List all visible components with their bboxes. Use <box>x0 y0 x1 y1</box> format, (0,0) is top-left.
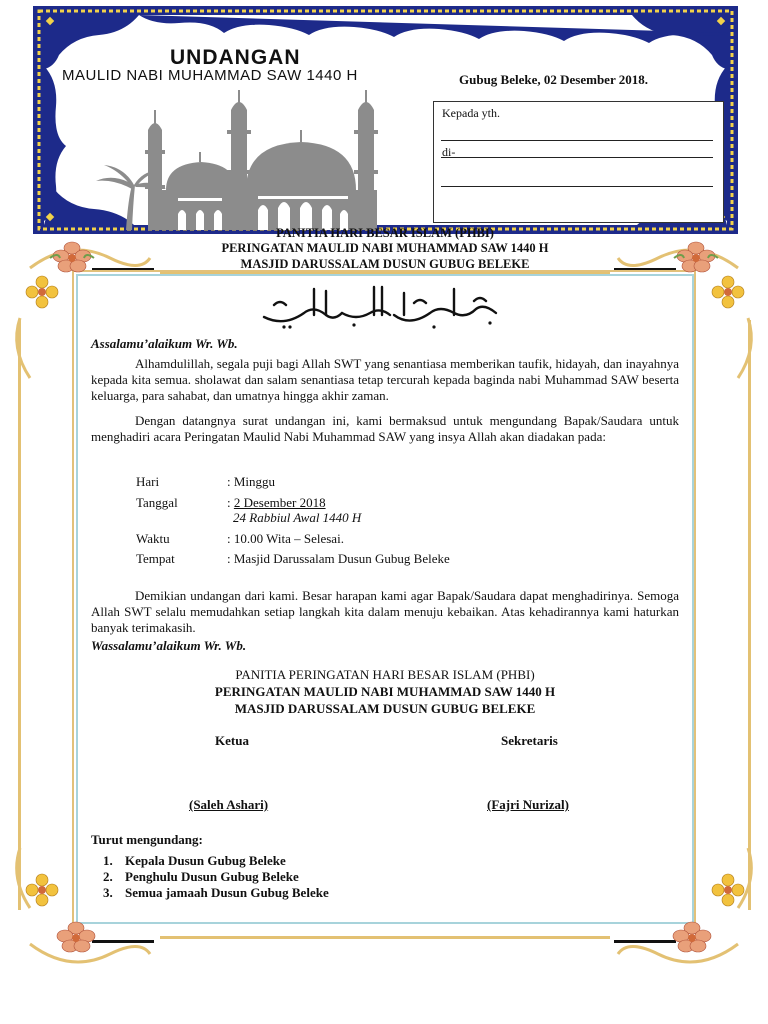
event-day-label: Hari <box>136 474 160 489</box>
flower-ornament-icon <box>664 916 720 958</box>
co-inviter-item <box>103 869 299 885</box>
signer-name-secretary: (Fajri Nurizal) <box>487 797 569 812</box>
header-line-1: PANITIA HARI BESAR ISLAM (PHBI) <box>276 226 494 240</box>
invitation-subtitle: MAULID NABI MUHAMMAD SAW 1440 H <box>62 67 358 84</box>
paragraph-opening: Alhamdulillah, segala puji bagi Allah SWT yang senantiasa memberikan taufik, hidayah, dan inayahnya kepada kita semua. sholawat dan salam senantiasa tetap tercurah kepada baginda nabi Muhammad SAW beserta keluarga, para sahabat, dan umatnya hingga akhir zaman. <box>91 356 679 403</box>
co-inviter-item <box>103 853 286 869</box>
list-number: 1. <box>103 853 113 868</box>
event-time-value: : 10.00 Wita – Selesai. <box>227 531 344 546</box>
event-date-prefix: : <box>227 495 234 510</box>
invitation-title: UNDANGAN <box>170 46 301 69</box>
address-line <box>441 186 713 187</box>
co-inviters-title: Turut mengundang: <box>91 832 203 847</box>
co-inviter-item <box>103 885 329 901</box>
flower-ornament-icon <box>22 870 62 910</box>
bismillah-calligraphy <box>254 283 514 333</box>
flower-ornament-icon <box>22 272 62 312</box>
closing-greeting: Wassalamu’alaikum Wr. Wb. <box>91 638 247 653</box>
paragraph-closing: Demikian undangan dari kami. Besar harapan kami agar Bapak/Saudara dapat menghadirinya. Semoga Allah SWT selalu memudahkan setiap langkah kita dalam menuju kebaikan. Atas kehadirannya kami haturkan banyak terimakasih. <box>91 588 679 635</box>
address-line <box>441 157 713 158</box>
co-inviter-text: Penghulu Dusun Gubug Beleke <box>125 869 299 884</box>
signer-role-chair: Ketua <box>215 733 249 748</box>
header-line-2: PERINGATAN MAULID NABI MUHAMMAD SAW 1440 H <box>221 241 549 255</box>
flower-ornament-icon <box>708 272 748 312</box>
signer-name-chair: (Saleh Ashari) <box>189 797 269 812</box>
signature-org-line-2: PERINGATAN MAULID NABI MUHAMMAD SAW 1440 H <box>214 684 556 699</box>
event-date-value <box>227 495 326 511</box>
signature-org-line-3: MASJID DARUSSALAM DUSUN GUBUG BELEKE <box>234 701 536 716</box>
flower-ornament-icon <box>48 916 104 958</box>
event-time-label: Waktu <box>136 531 170 546</box>
header-line-3: MASJID DARUSSALAM DUSUN GUBUG BELEKE <box>240 257 530 271</box>
signature-org-line-1: PANITIA PERINGATAN HARI BESAR ISLAM (PHBI) <box>235 667 535 682</box>
event-place-label: Tempat <box>136 551 175 566</box>
paragraph-invitation: Dengan datangnya surat undangan ini, kami bermaksud untuk mengundang Bapak/Saudara untuk menghadiri acara Peringatan Maulid Nabi Muhammad SAW yang insya Allah akan diadakan pada: <box>91 413 679 444</box>
place-date: Gubug Beleke, 02 Desember 2018. <box>459 72 648 87</box>
event-date-gregorian: 2 Desember 2018 <box>233 495 326 510</box>
event-place-value: : Masjid Darussalam Dusun Gubug Beleke <box>227 551 450 566</box>
event-day-value: : Minggu <box>227 474 276 489</box>
event-date-label: Tanggal <box>136 495 178 510</box>
mosque-illustration <box>96 90 396 230</box>
flower-ornament-icon <box>708 870 748 910</box>
event-hijri-date: 24 Rabbiul Awal 1440 H <box>233 510 362 525</box>
co-inviter-text: Kepala Dusun Gubug Beleke <box>125 853 286 868</box>
signer-role-secretary: Sekretaris <box>501 733 558 748</box>
list-number: 3. <box>103 885 113 900</box>
recipient-label: Kepada yth. <box>442 106 500 120</box>
opening-greeting: Assalamu’alaikum Wr. Wb. <box>91 336 238 351</box>
address-prefix: di- <box>442 145 456 159</box>
co-inviter-text: Semua jamaah Dusun Gubug Beleke <box>125 885 329 900</box>
list-number: 2. <box>103 869 113 884</box>
address-line <box>441 140 713 141</box>
